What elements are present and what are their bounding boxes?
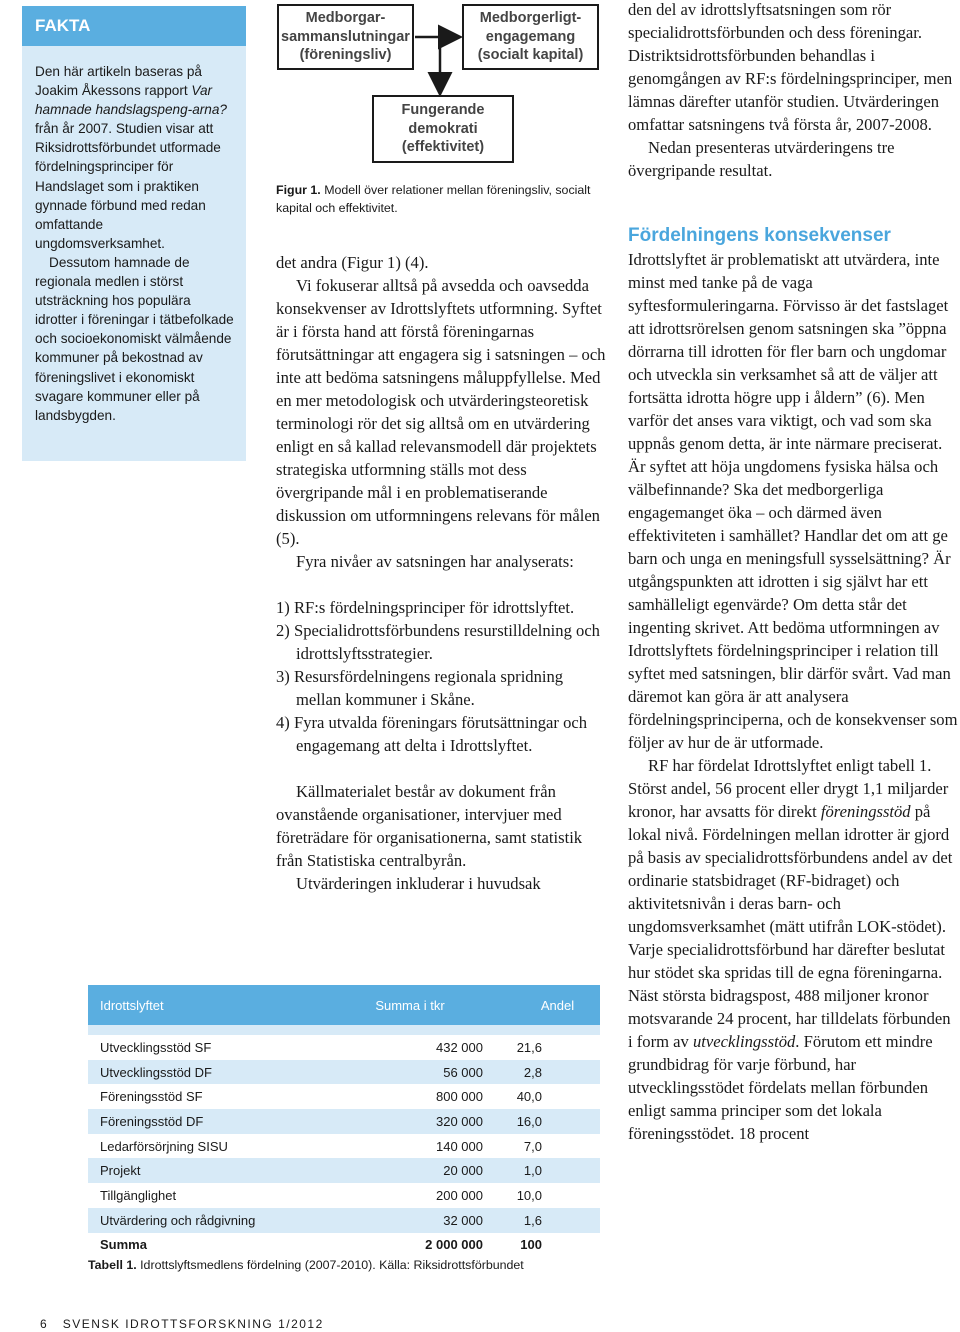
- row-sum: 320 000: [285, 1109, 495, 1134]
- row-sum: 56 000: [285, 1060, 495, 1085]
- table-spacer: [88, 1025, 600, 1035]
- text-span: RF har fördelat Idrottslyftet enligt tabell 1. Störst andel, 56 procent eller drygt 1,1 miljarder kronor, har avsatts för direkt: [628, 756, 949, 821]
- figure-caption-label: Figur 1.: [276, 183, 321, 197]
- page-footer: [40, 1317, 324, 1331]
- box-label: Fungerande demokrati (effektivitet): [401, 102, 485, 156]
- right-column-bottom: [628, 248, 958, 1145]
- text-span: . Förutom ett mindre grundbidrag för varje förbund, har utvecklingsstödet fördelats mellan förbunden enligt samma principer som det lokala föreningsstödet. 18 procent: [628, 1032, 933, 1143]
- row-sum: 800 000: [285, 1084, 495, 1109]
- middle-paragraph-5: Utvärderingen inkluderar i huvudsak: [296, 874, 541, 893]
- row-label: Tillgänglighet: [88, 1183, 285, 1208]
- italic-term: utvecklingsstöd: [692, 1032, 796, 1051]
- row-share: 21,6: [495, 1035, 600, 1060]
- fakta-paragraph-1: [35, 62, 235, 253]
- row-label: Föreningsstöd DF: [88, 1109, 285, 1134]
- row-label: Utvecklingsstöd DF: [88, 1060, 285, 1085]
- box-demokrati: [372, 95, 514, 163]
- row-share: 2,8: [495, 1060, 600, 1085]
- row-share: 7,0: [495, 1134, 600, 1159]
- row-share: 16,0: [495, 1109, 600, 1134]
- total-label: Summa: [88, 1233, 285, 1258]
- table-row: [88, 1109, 600, 1134]
- table-1: [88, 985, 600, 1257]
- text-span: på lokal nivå. Fördelningen mellan idrotter är gjord på basis av specialidrottsförbundens andel av det ordinarie statsbidraget (RF-bidraget) och aktivitetsnivån i deras barn- och ungdomsverksamhet (mätt utifrån LOK-stödet). Varje specialidrottsförbund har därefter beslutat hur stödet ska spridas till de egna föreningarna. Näst största bidragspost, 488 miljoner kronor motsvarande 24 procent, har tilldelats förbunden i form av: [628, 802, 953, 1051]
- right-paragraph-2: Nedan presenteras utvärderingens tre övergripande resultat.: [628, 138, 895, 180]
- fakta-title: FAKTA: [22, 6, 246, 46]
- table-caption-text: Idrottslyftsmedlens fördelning (2007-2010). Källa: Riksidrottsförbundet: [136, 1258, 524, 1272]
- list-item-1: 1) RF:s fördelningsprinciper för idrottslyftet.: [276, 598, 575, 617]
- fakta-paragraph-2: Dessutom hamnade de regionala medlen i störst utsträckning hos populära idrotter i föreningar i tätbefolkade och socioekonomiskt välmående kommuner på bekostnad av föreningslivet i ekonomiskt svagare kommuner eller på landsbygden.: [35, 254, 234, 423]
- box-foreningsliv: [277, 4, 414, 70]
- table-caption-label: Tabell 1.: [88, 1258, 137, 1272]
- row-sum: 200 000: [285, 1183, 495, 1208]
- right-paragraph-4: [628, 754, 958, 1145]
- middle-paragraph-4: Källmaterialet består av dokument från ovanstående organisationer, intervjuer med företrädare för organisationerna, samt statistik från Statistiska centralbyrån.: [276, 782, 583, 870]
- figure-caption-text: Modell över relationer mellan föreningsliv, socialt kapital och effektivitet.: [276, 183, 591, 215]
- page-number: 6: [40, 1317, 49, 1331]
- middle-paragraph-1: det andra (Figur 1) (4).: [276, 253, 429, 272]
- total-share: 100: [495, 1233, 600, 1258]
- row-share: 40,0: [495, 1084, 600, 1109]
- row-share: 1,6: [495, 1208, 600, 1233]
- row-sum: 140 000: [285, 1134, 495, 1159]
- right-column-top: [628, 0, 958, 182]
- fakta-text: från år 2007. Studien visar att Riksidrottsförbundet utformade fördelningsprinciper för Handslaget som i praktiken gynnade förbund med redan omfattande ungdomsverksamhet.: [35, 121, 221, 251]
- box-label: Medborgerligt-engagemang (socialt kapital): [477, 10, 584, 64]
- row-label: Projekt: [88, 1158, 285, 1183]
- table-row: [88, 1134, 600, 1159]
- table-row: [88, 1035, 600, 1060]
- fakta-text: Den här artikeln baseras på Joakim Åkessons rapport: [35, 64, 202, 99]
- box-socialt-kapital: [462, 4, 599, 70]
- table-caption: [88, 1258, 524, 1272]
- middle-column: [276, 251, 606, 895]
- middle-paragraph-2: Vi fokuserar alltså på avsedda och oavsedda konsekvenser av Idrottslyftets utformning. Syftet är i första hand att förstå föreningarnas förutsättningar att engagera sig i satsningen – och inte att bedöma satsningens måluppfyllelse. Med en mer metodologisk och utvärderingsteoretisk terminologi rör det sig alltså om en utvärdering enligt en så kallad relevansmodell där projektets strategiska utformning ställs mot dess övergripande mål i en problematiserande diskussion om utformningens relevans för målen (5).: [276, 276, 606, 548]
- row-sum: 20 000: [285, 1158, 495, 1183]
- col-header-summa: Summa i tkr: [285, 985, 495, 1025]
- row-label: Utvärdering och rådgivning: [88, 1208, 285, 1233]
- list-item-4: 4) Fyra utvalda föreningars förutsättningar och engagemang att delta i Idrottslyftet.: [276, 713, 588, 755]
- table-total-row: [88, 1233, 600, 1258]
- row-label: Föreningsstöd SF: [88, 1084, 285, 1109]
- col-header-idrottslyftet: Idrottslyftet: [88, 985, 285, 1025]
- total-sum: 2 000 000: [285, 1233, 495, 1258]
- fakta-report-title: Var hamnade handslagspeng-arna?: [35, 83, 227, 118]
- figure-caption: [276, 181, 606, 217]
- list-item-2: 2) Specialidrottsförbundens resurstilldelning och idrottslyftsstrategier.: [276, 621, 600, 663]
- row-label: Ledarförsörjning SISU: [88, 1134, 285, 1159]
- middle-paragraph-3: Fyra nivåer av satsningen har analyserats:: [296, 552, 574, 571]
- list-item-3: 3) Resursfördelningens regionala spridning mellan kommuner i Skåne.: [276, 667, 564, 709]
- table-row: [88, 1084, 600, 1109]
- journal-issue: 1/2012: [278, 1317, 324, 1331]
- fakta-body: [35, 62, 235, 425]
- col-header-andel: Andel: [495, 985, 600, 1025]
- row-sum: 432 000: [285, 1035, 495, 1060]
- table-row: [88, 1158, 600, 1183]
- right-paragraph-1: den del av idrottslyftsatsningen som rör specialidrottsförbunden och dess föreningar. Distriktsidrottsförbunden behandlas i genomgången av RF:s fördelningsprinciper, men lämnas därefter utanför studien. Utvärderingen omfattar satsningens två första år, 2007-2008.: [628, 0, 953, 134]
- table-row: [88, 1060, 600, 1085]
- right-paragraph-3: Idrottslyftet är problematiskt att utvärdera, inte minst med tanke på de vaga syftesformuleringarna. Förvisso är det fastslaget att idrottsrörelsen genom satsningen ska ”öppna dörrarna till idrotten för fler barn och ungdomar och utveckla sin verksamhet så att de väljer att fortsätta idrotta högre upp i åldern” (6). Men varför det anses vara viktigt, och vad som ska uppnås genom detta, är inte närmare preciserat. Är syftet att höja ungdomens fysiska hälsa och välbefinnande? Ska det medborgerliga engagemanget öka – och därmed även effektiviteten i samhället? Handlar det om att ge barn och unga en meningsfull sysselsättning? Är utgångspunkten att idrotten i sig självt har ett samhälleligt egenvärde? Om detta står det ingenting skrivet. Att bedöma utformningen av Idrottslyftets fördelningsprinciper i relation till syftet med satsningen, blir därför svårt. Vad man däremot kan göra är att analysera fördelningsprinciperna, och de konsekvenser som följer av hur de är utformade.: [628, 250, 958, 752]
- journal-name: SVENSK IDROTTSFORSKNING: [62, 1317, 274, 1331]
- row-sum: 32 000: [285, 1208, 495, 1233]
- fakta-box: [22, 6, 246, 461]
- row-label: Utvecklingsstöd SF: [88, 1035, 285, 1060]
- table-row: [88, 1208, 600, 1233]
- italic-term: föreningsstöd: [820, 802, 911, 821]
- table-header-row: [88, 985, 600, 1025]
- table-row: [88, 1183, 600, 1208]
- box-label: Medborgar-sammanslutningar (föreningsliv): [281, 10, 410, 64]
- row-share: 10,0: [495, 1183, 600, 1208]
- section-heading: Fördelningens konsekvenser: [628, 225, 891, 246]
- row-share: 1,0: [495, 1158, 600, 1183]
